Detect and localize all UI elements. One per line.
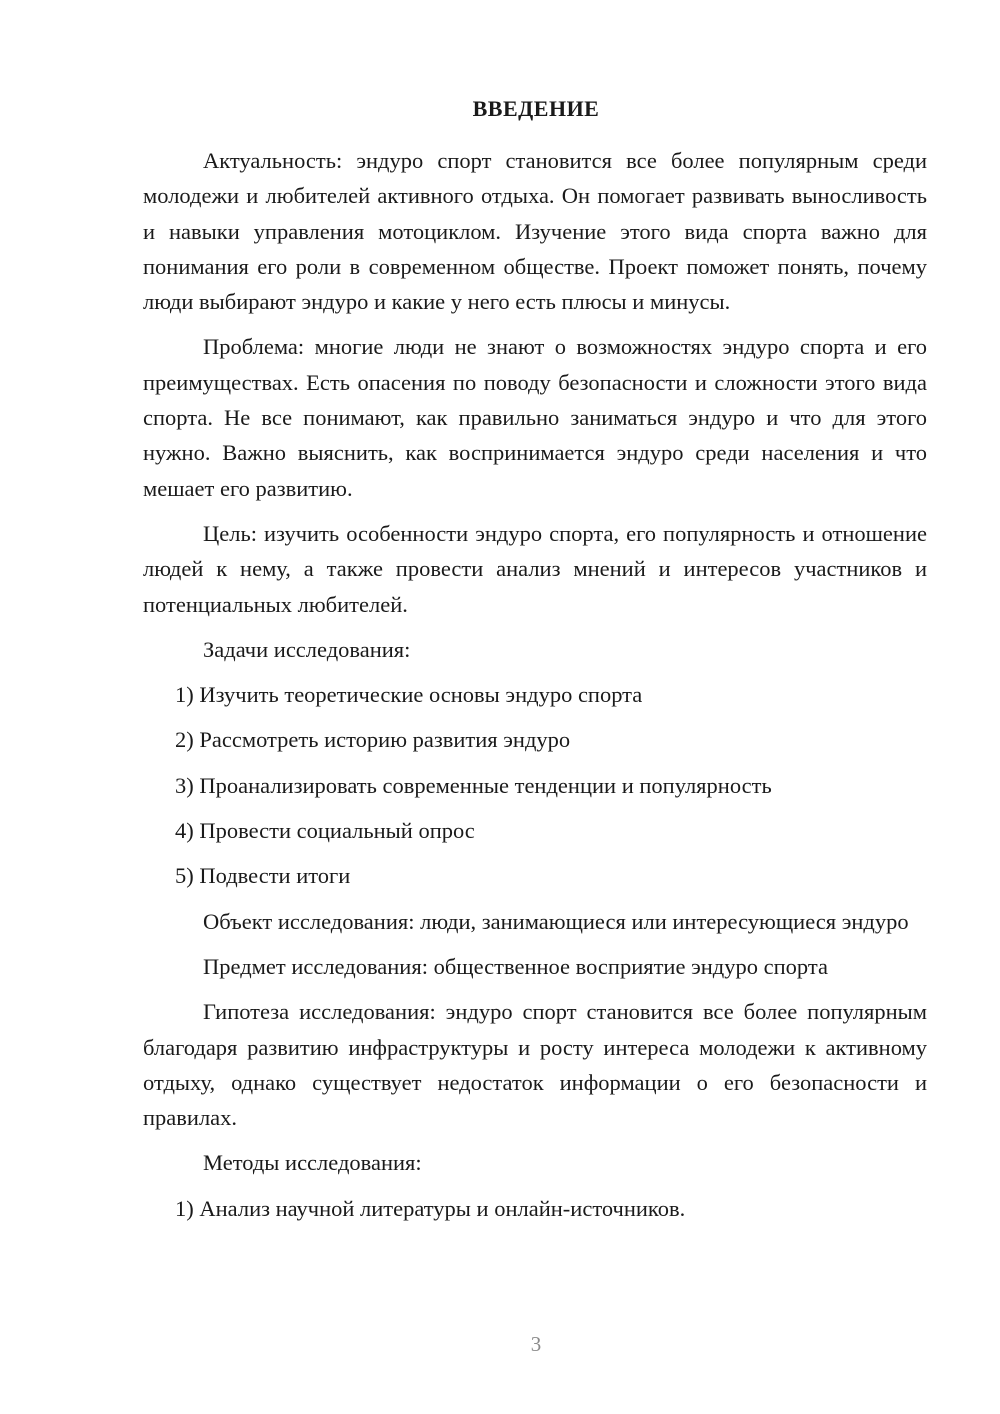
- goal-paragraph: Цель: изучить особенности эндуро спорта, его популярность и отношение людей к нему, а также провести анализ мнений и интересов участников и потенциальных любителей.: [143, 520, 927, 617]
- task-item: 4) Провести социальный опрос: [175, 818, 475, 844]
- section-heading: ВВЕДЕНИЕ: [472, 96, 600, 121]
- hypothesis-paragraph: Гипотеза исследования: эндуро спорт становится все более популярным благодаря развитию инфраструктуры и росту интереса молодежи к активному отдыху, однако существует недостаток информации о его безопасности и правилах.: [143, 999, 927, 1131]
- tasks-label: Задачи исследования:: [203, 636, 411, 662]
- problem-paragraph: Проблема: многие люди не знают о возможностях эндуро спорта и его преимуществах. Есть опасения по поводу безопасности и сложности этого вида спорта. Не все понимают, как правильно заниматься эндуро и что для этого нужно. Важно выяснить, как воспринимается эндуро среди населения и что мешает его развитию.: [143, 334, 927, 501]
- task-item: 1) Изучить теоретические основы эндуро спорта: [175, 682, 643, 708]
- page-number: 3: [530, 1332, 542, 1356]
- object-paragraph: Объект исследования: люди, занимающиеся или интересующиеся эндуро: [203, 908, 909, 934]
- task-item: 3) Проанализировать современные тенденции и популярность: [175, 772, 772, 798]
- task-item: 2) Рассмотреть историю развития эндуро: [175, 727, 571, 753]
- method-item: 1) Анализ научной литературы и онлайн-источников.: [175, 1195, 686, 1221]
- methods-label: Методы исследования:: [203, 1150, 422, 1176]
- task-item: 5) Подвести итоги: [175, 863, 351, 889]
- page-body: [143, 143, 927, 1236]
- relevance-paragraph: Актуальность: эндуро спорт становится все более популярным среди молодежи и любителей активного отдыха. Он помогает развивать выносливость и навыки управления мотоциклом. Изучение этого вида спорта важно для понимания его роли в современном обществе. Проект поможет понять, почему люди выбирают эндуро и какие у него есть плюсы и минусы.: [143, 148, 927, 315]
- subject-paragraph: Предмет исследования: общественное восприятие эндуро спорта: [203, 953, 828, 979]
